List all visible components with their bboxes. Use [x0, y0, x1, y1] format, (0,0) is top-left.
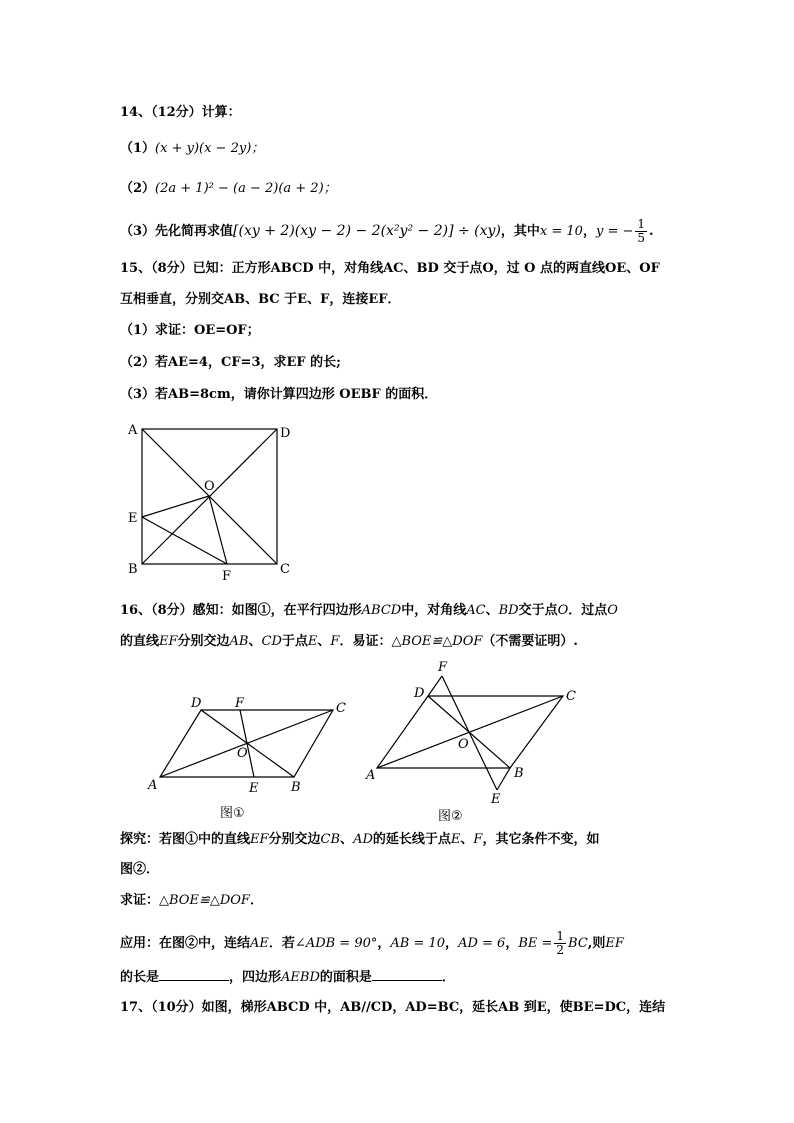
q16-text: ，四边形	[229, 970, 282, 985]
q16-math: EF	[250, 832, 269, 847]
q16-math: AD = 6	[458, 936, 506, 951]
q15-part3: （3）若AB=8cm，请你计算四边形 OEBF 的面积．	[120, 387, 438, 402]
q16-math: F	[473, 832, 483, 847]
label-e: E	[491, 792, 501, 807]
label-e: E	[249, 781, 259, 796]
q14-heading: 14、（12分）计算：	[120, 105, 241, 120]
label-d: D	[191, 696, 202, 711]
label-b: B	[514, 766, 524, 781]
answer-blank-area[interactable]	[372, 968, 442, 981]
q16-text: 、	[485, 603, 499, 618]
q16-text: ,则	[587, 936, 606, 951]
q16-math: CD	[261, 634, 282, 649]
label-c: C	[566, 689, 576, 704]
q16-math: O	[557, 603, 569, 618]
q16-math: BD	[498, 603, 519, 618]
q16-math: BC	[568, 936, 588, 951]
fraction-denominator: 5	[637, 231, 646, 245]
q16-explore-cont: 图②．	[120, 862, 160, 877]
q16-text: 、	[340, 832, 354, 847]
q16-math: F	[330, 634, 340, 649]
label-o: O	[237, 746, 248, 761]
q14-part1-expr: (x + y)(x − 2y)；	[155, 141, 265, 156]
answer-blank-ef[interactable]	[159, 968, 229, 981]
figure-1-caption: 图①	[220, 806, 245, 821]
q16-text: 求证：	[120, 893, 160, 908]
label-d: D	[280, 426, 291, 441]
q16-text: 中，对角线	[401, 603, 467, 618]
label-o: O	[204, 479, 215, 494]
q16-text: ．过点	[568, 603, 608, 618]
q16-text: ．易证：	[339, 634, 392, 649]
q16-math: △BOE≌△DOF	[391, 634, 483, 649]
q16-text: 分别交边	[268, 832, 321, 847]
q16-explore	[120, 831, 599, 849]
q16-math: E	[450, 832, 461, 847]
q17-heading: 17、（10分）如图，梯形ABCD 中，AB//CD，AD=BC，延长AB 到E，使BE=DC，连结	[120, 1000, 666, 1015]
q16-math: E	[307, 634, 318, 649]
q15-heading-cont: 互相垂直，分别交AB、BC 于E、F，连接EF．	[120, 292, 401, 307]
q16-text: ，	[505, 936, 519, 951]
q16-math: AC	[466, 603, 486, 618]
label-c: C	[280, 562, 290, 577]
q16-answer	[120, 968, 455, 987]
q16-text: ．	[249, 893, 263, 908]
label-o: O	[458, 737, 469, 752]
q16-text: 分别交边	[177, 634, 230, 649]
label-f: F	[222, 569, 232, 584]
figure-2-caption: 图②	[438, 809, 463, 824]
q14-part3-y: y = −	[595, 224, 634, 239]
q16-text: 、	[317, 634, 331, 649]
label-c: C	[336, 701, 346, 716]
q16-text: 16、（8分）感知：如图①，在平行四边形	[120, 603, 362, 618]
q16-text: 探究：若图①中的直线	[120, 832, 251, 847]
q14-part3-sep: ，	[582, 224, 596, 239]
fraction-numerator: 1	[556, 929, 565, 943]
q16-math: EF	[605, 936, 624, 951]
q16-text: ，	[377, 936, 391, 951]
q16-math: ∠ADB = 90°	[294, 936, 378, 951]
q16-text: 、	[248, 634, 262, 649]
q14-part3-end: .	[649, 224, 654, 239]
q16-math: AB	[229, 634, 249, 649]
extension-cb	[497, 768, 510, 790]
label-e: E	[128, 511, 138, 526]
q16-math: BE =	[518, 936, 553, 951]
q16-math: CB	[320, 832, 341, 847]
q16-apply	[120, 930, 624, 957]
q14-part3-label: （3）先化简再求值	[120, 224, 234, 239]
label-a: A	[128, 423, 138, 438]
q16-text: ．若	[268, 936, 295, 951]
q16-prove	[120, 892, 263, 910]
q15-heading: 15、（8分）已知：正方形ABCD 中，对角线AC、BD 交于点O，过 O 点的两直线OE、OF	[120, 261, 660, 276]
q16-text: 的直线	[120, 634, 160, 649]
q16-text: 于点	[281, 634, 308, 649]
q16-text: 的面积是	[319, 970, 372, 985]
q16-math: O	[607, 603, 618, 618]
label-f: F	[438, 660, 448, 675]
q14-part3-x: x = 10	[539, 224, 583, 239]
q14-part3-expr: [(xy + 2)(xy − 2) − 2(x²y² − 2)] ÷ (xy)	[233, 223, 501, 239]
label-a: A	[366, 768, 376, 783]
q16-text: 交于点	[518, 603, 558, 618]
q16-math: ABCD	[361, 603, 402, 618]
q14-part1-label: （1）	[120, 141, 156, 156]
q16-text: 应用：在图②中，连结	[120, 936, 251, 951]
q16-math: AEBD	[281, 970, 320, 985]
diagonal-ac	[377, 696, 563, 768]
label-b: B	[128, 562, 138, 577]
line-ef	[442, 676, 497, 790]
label-d: D	[414, 686, 425, 701]
q16-math: EF	[159, 634, 178, 649]
q16-math: AD	[353, 832, 373, 847]
extension-ad	[428, 676, 442, 696]
q16-text: ．	[441, 970, 455, 985]
q16-text: 的延长线于点	[372, 832, 451, 847]
q15-part1: （1）求证：OE=OF；	[120, 323, 260, 338]
q14-part2-expr: (2a + 1)² − (a − 2)(a + 2)；	[155, 181, 337, 196]
label-a: A	[148, 778, 158, 793]
q14-part3-where: ，其中	[500, 224, 540, 239]
q16-text: ，	[445, 936, 459, 951]
label-b: B	[291, 780, 301, 795]
label-f: F	[235, 696, 245, 711]
fraction-denominator: 2	[556, 943, 565, 957]
q15-part2: （2）若AE=4，CF=3，求EF 的长;	[120, 355, 341, 370]
q16-math: AE	[250, 936, 269, 951]
q16-text: ，其它条件不变，如	[482, 832, 600, 847]
q16-text: 的长是	[120, 970, 160, 985]
q14-part2-label: （2）	[120, 181, 156, 196]
q16-math: AB = 10	[390, 936, 446, 951]
q16-text: （不需要证明）.	[482, 634, 578, 649]
q16-text: 、	[460, 832, 474, 847]
fraction-numerator: 1	[637, 217, 646, 231]
apply-fraction	[554, 930, 566, 957]
q16-math: △BOE≌△DOF	[159, 893, 250, 908]
